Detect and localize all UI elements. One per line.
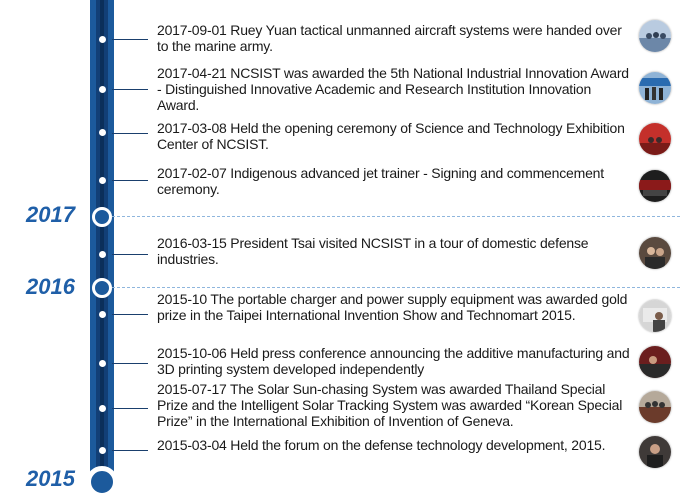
entry-thumbnail-ceremony-photo[interactable] [639, 123, 671, 155]
entry-connector [112, 133, 148, 134]
year-divider-2016 [112, 287, 680, 288]
entry-thumbnail-forum-speaker-photo[interactable] [639, 436, 671, 468]
timeline-dot [99, 360, 106, 367]
timeline-entry-text[interactable]: 2015-10-06 Held press conference announcing the additive manufacturing and 3D printing system developed independently [157, 345, 630, 377]
entry-thumbnail-prize-group-photo[interactable] [639, 391, 671, 423]
timeline-dot [99, 36, 106, 43]
year-marker-2016 [92, 278, 112, 298]
year-label-2016: 2016 [26, 274, 75, 299]
entry-thumbnail-stage-photo[interactable] [639, 170, 671, 202]
year-marker-2015 [86, 466, 118, 498]
timeline-dot [99, 251, 106, 258]
entry-thumbnail-exhibition-photo[interactable] [639, 300, 671, 332]
timeline-entry-text[interactable]: 2017-03-08 Held the opening ceremony of Science and Technology Exhibition Center of NCSIST. [157, 120, 625, 152]
entry-connector [112, 89, 148, 90]
year-divider-2017 [112, 216, 680, 217]
year-marker-2017 [92, 207, 112, 227]
timeline-entry-text[interactable]: 2017-04-21 NCSIST was awarded the 5th National Industrial Innovation Award - Distinguished Innovative Academic and Research Institution Innovation Award. [157, 65, 629, 113]
entry-connector [112, 363, 148, 364]
timeline-dot [99, 86, 106, 93]
timeline-dot [99, 129, 106, 136]
entry-thumbnail-visit-photo[interactable] [639, 237, 671, 269]
entry-connector [112, 39, 148, 40]
timeline-entry-text[interactable]: 2016-03-15 President Tsai visited NCSIST in a tour of domestic defense industries. [157, 235, 589, 267]
timeline-dot [99, 405, 106, 412]
year-label-2015: 2015 [26, 466, 75, 491]
entry-thumbnail-award-stage-photo[interactable] [639, 72, 671, 104]
entry-thumbnail-group-photo[interactable] [639, 20, 671, 52]
timeline-entry-text[interactable]: 2015-03-04 Held the forum on the defense technology development, 2015. [157, 437, 606, 453]
timeline-dot [99, 311, 106, 318]
entry-connector [112, 408, 148, 409]
timeline-entry-text[interactable]: 2017-02-07 Indigenous advanced jet trainer - Signing and commencement ceremony. [157, 165, 604, 197]
entry-connector [112, 254, 148, 255]
timeline-entry-text[interactable]: 2015-10 The portable charger and power supply equipment was awarded gold prize in the Taipei International Invention Show and Technomart 2015. [157, 291, 628, 323]
entry-connector [112, 450, 148, 451]
timeline-dot [99, 447, 106, 454]
timeline-entry-text[interactable]: 2017-09-01 Ruey Yuan tactical unmanned aircraft systems were handed over to the marine army. [157, 22, 622, 54]
entry-connector [112, 314, 148, 315]
timeline-dot [99, 177, 106, 184]
timeline-entry-text[interactable]: 2015-07-17 The Solar Sun-chasing System was awarded Thailand Special Prize and the Intelligent Solar Tracking System was awarded “Korean Special Prize” in the International Exhibition of Invention of Geneva. [157, 381, 623, 429]
entry-connector [112, 180, 148, 181]
year-label-2017: 2017 [26, 202, 75, 227]
entry-thumbnail-press-conference-photo[interactable] [639, 346, 671, 378]
